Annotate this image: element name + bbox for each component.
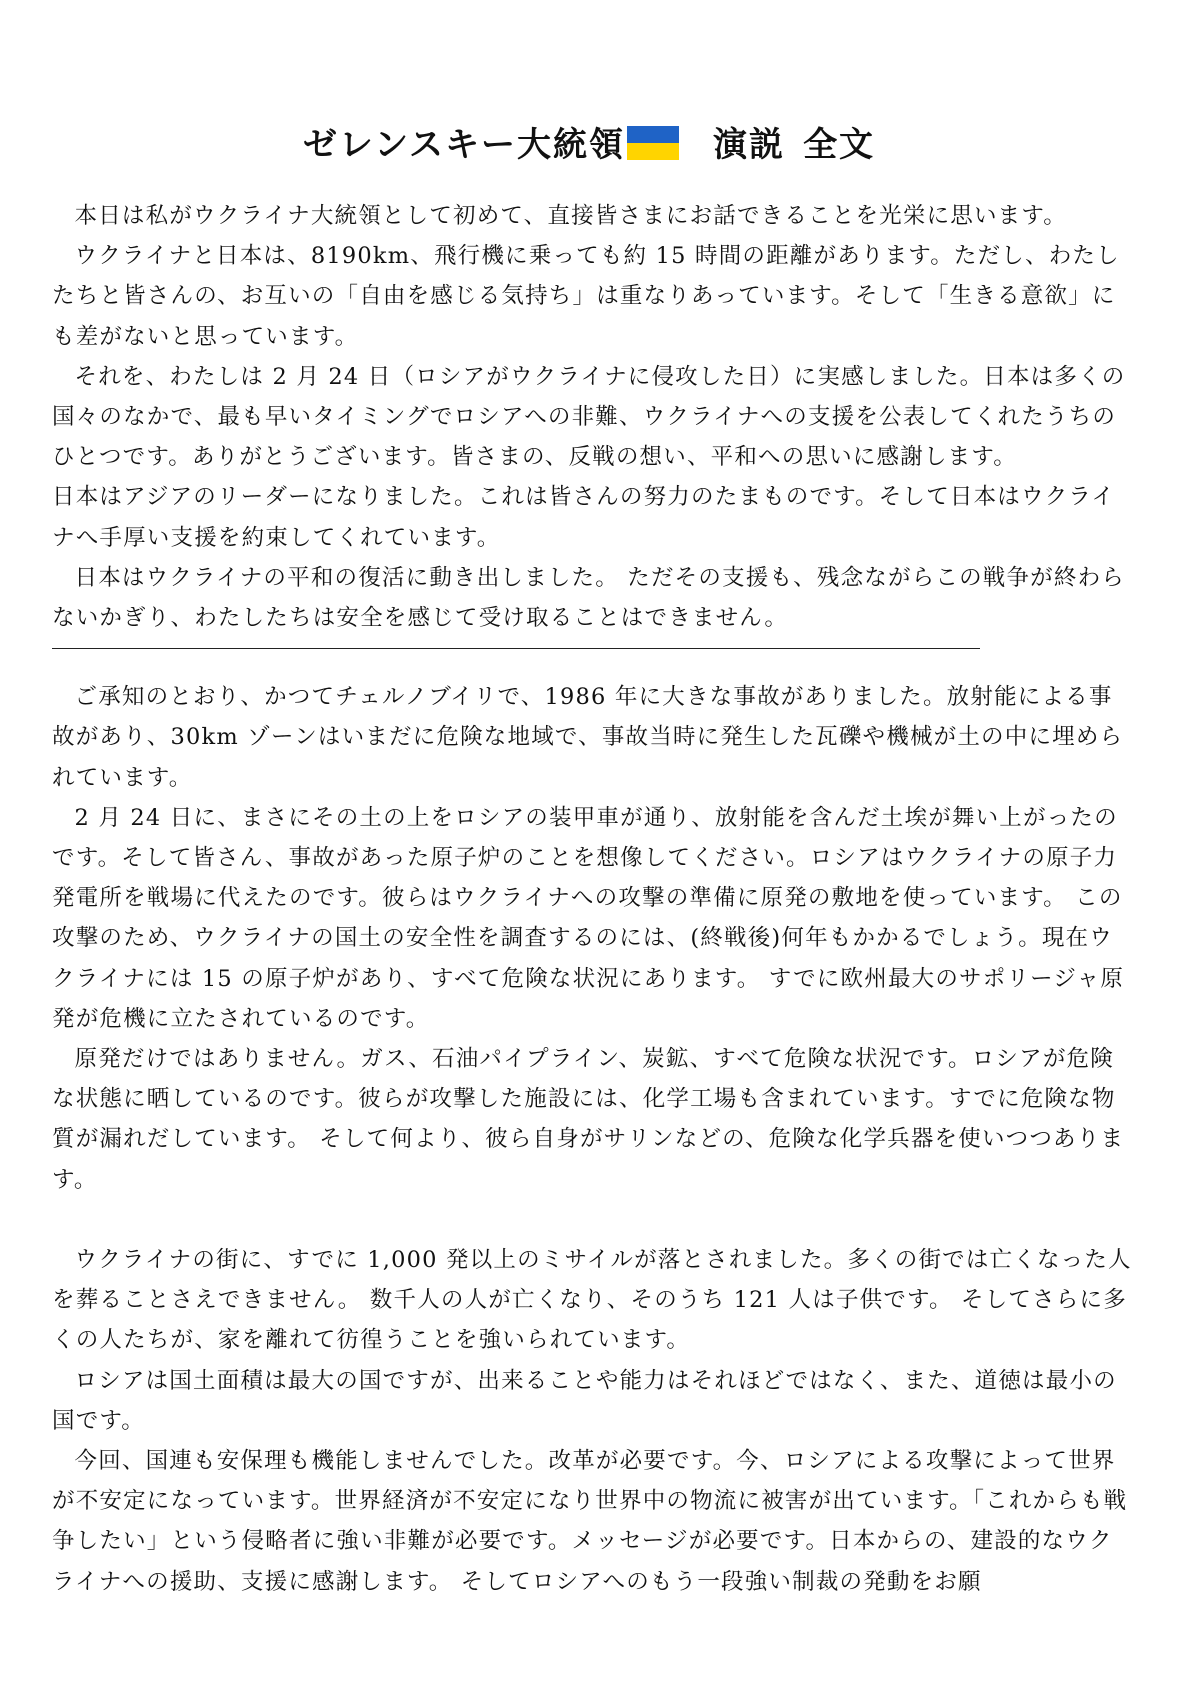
section-divider — [52, 648, 980, 649]
page-title — [0, 120, 1178, 170]
paragraph: ロシアは国土面積は最大の国ですが、出来ることや能力はそれほどではなく、また、道徳は最小の国です。 — [52, 1367, 1117, 1434]
flag-blue-stripe — [627, 126, 679, 143]
paragraph: 日本はウクライナの平和の復活に動き出しました。 ただその支援も、残念ながらこの戦争が終わらないかぎり、わたしたちは安全を感じて受け取ることはできません。 — [52, 564, 1125, 632]
paragraph: 2 月 24 日に、まさにその土の上をロシアの装甲車が通り、放射能を含んだ土埃が舞い上がったのです。そして皆さん、事故があった原子炉のことを想像してください。ロシアはウクライナの原子力発電所を戦場に代えたのです。彼らはウクライナへの攻撃の準備に原発の敷地を使っています。 この攻撃のため、ウクライナの国土の安全性を調査するのには、(終戦後)何年もかかるでしょう。現在ウクライナには 15 の原子炉があり、すべて危険な状況にあります。 すでに欧州最大のサポリージャ原発が危機に立たされているのです。 — [52, 804, 1125, 1032]
paragraph: ウクライナと日本は、8190km、飛行機に乗っても約 15 時間の距離があります。ただし、わたしたちと皆さんの、お互いの「自由を感じる気持ち」は重なりあっています。そして「生きる意欲」にも差がないと思っています。 — [52, 243, 1120, 350]
section-1 — [52, 196, 1132, 638]
paragraph: それを、わたしは 2 月 24 日（ロシアがウクライナに侵攻した日）に実感しました。日本は多くの国々のなかで、最も早いタイミングでロシアへの非難、ウクライナへの支援を公表してくれたうちのひとつです。ありがとうございます。皆さまの、反戦の想い、平和への思いに感謝します。 — [52, 363, 1126, 471]
paragraph: 今回、国連も安保理も機能しませんでした。改革が必要です。今、ロシアによる攻撃によって世界が不安定になっています。世界経済が不安定になり世界中の物流に被害が出ています。「これからも戦争したい」という侵略者に強い非難が必要です。メッセージが必要です。日本からの、建設的なウクライナへの援助、支援に感謝します。 そしてロシアへのもう一段強い制裁の発動をお願 — [52, 1448, 1128, 1595]
ukraine-flag-icon — [627, 126, 679, 160]
flag-yellow-stripe — [627, 143, 679, 160]
blank-line — [52, 1200, 1132, 1240]
title-main: ゼレンスキー大統領 — [302, 125, 626, 165]
paragraph: ウクライナの街に、すでに 1,000 発以上のミサイルが落とされました。多くの街では亡くなった人を葬ることさえできません。 数千人の人が亡くなり、そのうち 121 人は子供です。 そしてさらに多くの人たちが、家を離れて彷徨うことを強いられています。 — [52, 1247, 1132, 1354]
title-speech: 演説 — [713, 125, 786, 165]
paragraph: ご承知のとおり、かつてチェルノブイリで、1986 年に大きな事故がありました。放射能による事故があり、30km ゾーンはいまだに危険な地域で、事故当時に発生した瓦礫や機械が土の中に埋められています。 — [52, 684, 1124, 791]
paragraph: 日本はアジアのリーダーになりました。これは皆さんの努力のたまものです。そして日本はウクライナへ手厚い支援を約束してくれています。 — [52, 484, 1116, 551]
section-3 — [52, 1240, 1132, 1602]
title-fulltext: 全文 — [803, 125, 876, 165]
paragraph: 本日は私がウクライナ大統領として初めて、直接皆さまにお話できることを光栄に思います。 — [74, 203, 1067, 229]
speech-body — [52, 196, 1132, 1602]
paragraph: 原発だけではありません。ガス、石油パイプライン、炭鉱、すべて危険な状況です。ロシアが危険な状態に晒しているのです。彼らが攻撃した施設には、化学工場も含まれています。すでに危険な物質が漏れだしています。 そして何より、彼ら自身がサリンなどの、危険な化学兵器を使いつつあります。 — [52, 1046, 1125, 1193]
section-2 — [52, 677, 1132, 1200]
